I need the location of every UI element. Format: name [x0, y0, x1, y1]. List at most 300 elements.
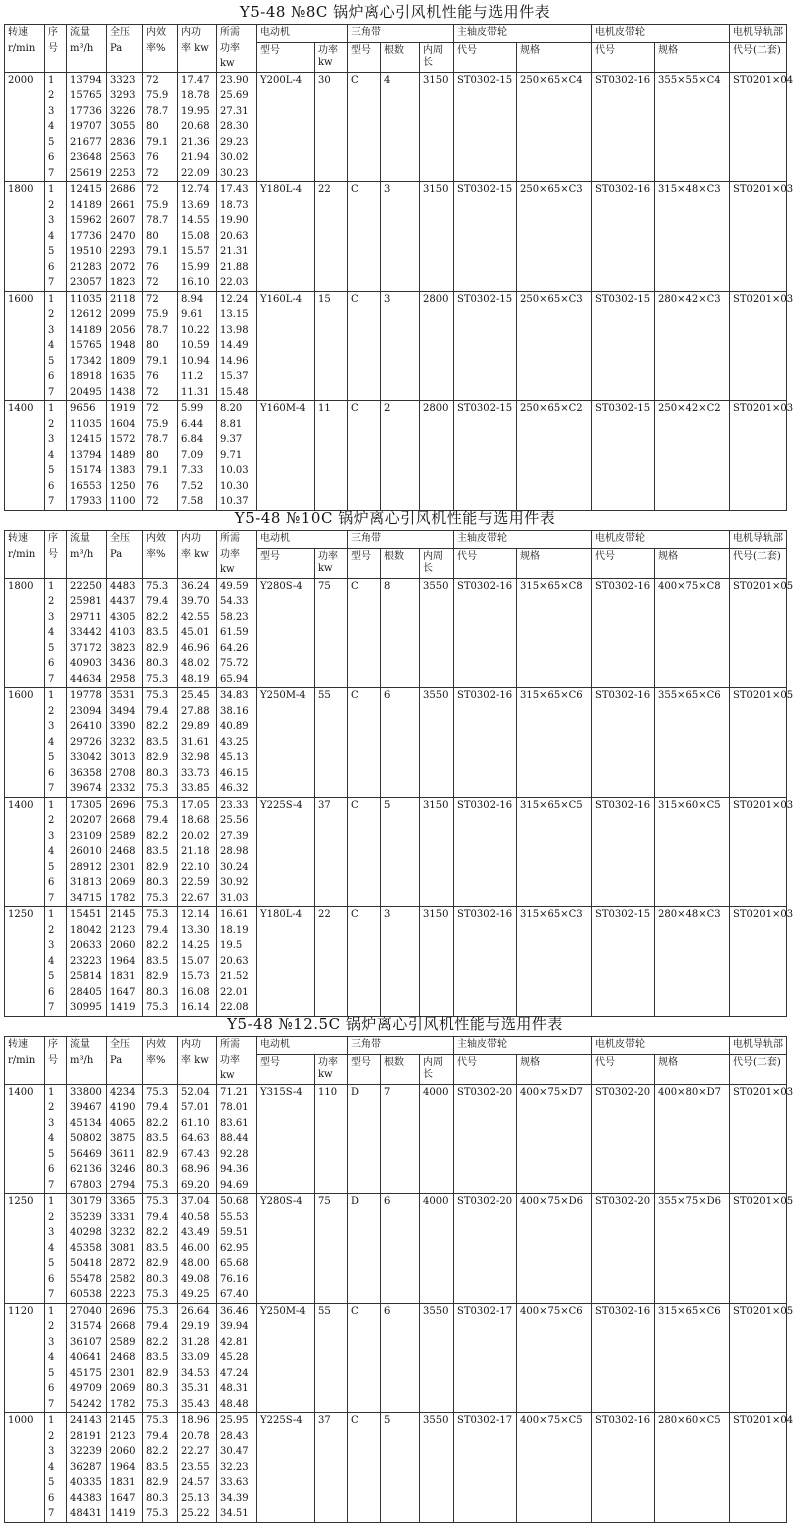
speed-value: 1120 [8, 1305, 34, 1317]
col-header-motor-power: 功率 kw [315, 1055, 348, 1084]
cell-efficiency [143, 1194, 178, 1304]
speed-group-row [5, 1413, 787, 1523]
cell-required-power [217, 907, 257, 1017]
cell-main-pulley-spec [517, 1413, 592, 1523]
cell-motor-pulley-spec [655, 578, 730, 688]
col-header-motor-power: 功率 kw [315, 43, 348, 72]
col-header-motor-pulley-code: 代号 [592, 1055, 655, 1084]
cell-vbelt-count [381, 182, 420, 292]
speed-group-row [5, 797, 787, 907]
seq-value: 1 2 3 4 5 6 7 [48, 74, 55, 179]
col-header-main-pulley-code: 代号 [454, 43, 517, 72]
cell-motor-power [315, 1303, 348, 1413]
cell-main-pulley-spec [517, 1194, 592, 1304]
motor-model-value: Y180L-4 [260, 184, 303, 195]
cell-seq [45, 182, 67, 292]
cell-required-power [217, 1194, 257, 1304]
col-header-main-pulley: 主轴皮带轮 [454, 1037, 592, 1055]
speed-value: 2000 [8, 74, 34, 86]
pressure-value: 2686 2661 2607 2470 2293 2072 1823 [110, 184, 136, 288]
flow-value: 19778 23094 26410 29726 33042 36358 39674 [70, 690, 102, 794]
col-header-vbelt-model: 型号 [348, 549, 381, 578]
vbelt-length-value: 3150 [423, 74, 449, 86]
cell-main-pulley-spec [517, 688, 592, 798]
motor-power-value: 11 [318, 403, 331, 414]
col-header-main-pulley-spec: 规格 [517, 43, 592, 72]
efficiency-value: 75.3 79.4 82.2 83.5 82.9 80.3 75.3 [146, 1415, 169, 1519]
pressure-value: 3531 3494 3390 3232 3013 2708 2332 [110, 690, 136, 794]
speed-group-row [5, 291, 787, 401]
cell-main-pulley-code [454, 1303, 517, 1413]
inner-power-value: 8.94 9.61 10.22 10.59 10.94 11.2 11.31 [181, 293, 210, 398]
cell-motor-model [257, 291, 315, 401]
cell-vbelt-model [348, 72, 381, 182]
motor-power-value: 37 [318, 1415, 331, 1426]
col-header-rail-code: 代号(二套) [730, 549, 787, 578]
vbelt-model-value: C [351, 74, 359, 86]
cell-inner-power [178, 1194, 217, 1304]
speed-value: 1400 [8, 799, 34, 811]
motor-pulley-spec-value: 315×65×C6 [658, 1305, 721, 1317]
flow-value: 13794 15765 17736 19707 21677 23648 25619 [70, 74, 102, 179]
cell-vbelt-length [420, 1303, 454, 1413]
cell-motor-pulley-code [592, 401, 655, 511]
motor-pulley-spec-value: 315×60×C5 [658, 799, 721, 811]
cell-motor-model [257, 907, 315, 1017]
motor-power-value: 75 [318, 580, 331, 592]
cell-motor-power [315, 1413, 348, 1523]
main-pulley-spec-value: 400×75×D7 [520, 1086, 583, 1098]
required-power-value: 34.83 38.16 40.89 43.25 45.13 46.15 46.32 [220, 690, 249, 794]
pressure-value: 2696 2668 2589 2468 2301 2069 1782 [110, 799, 136, 904]
motor-pulley-code-value: ST0302-16 [595, 580, 651, 592]
cell-main-pulley-spec [517, 182, 592, 292]
motor-model-value: Y200L-4 [260, 74, 303, 86]
rail-code-value: ST0201×03 [733, 403, 793, 414]
cell-vbelt-length [420, 797, 454, 907]
cell-motor-power [315, 72, 348, 182]
vbelt-length-value: 3550 [423, 690, 449, 701]
cell-main-pulley-spec [517, 291, 592, 401]
cell-pressure [107, 182, 143, 292]
motor-power-value: 22 [318, 184, 331, 195]
vbelt-count-value: 5 [384, 799, 391, 811]
cell-flow [67, 1413, 107, 1523]
cell-flow [67, 401, 107, 511]
main-pulley-code-value: ST0302-20 [457, 1086, 513, 1098]
motor-pulley-code-value: ST0302-20 [595, 1086, 651, 1098]
col-header-vbelt-length: 内周 长 [420, 549, 454, 578]
cell-required-power [217, 797, 257, 907]
vbelt-length-value: 4000 [423, 1196, 449, 1207]
col-header-vbelt: 三角带 [348, 25, 454, 43]
required-power-value: 12.24 13.15 13.98 14.49 14.96 15.37 15.48 [220, 293, 249, 398]
vbelt-count-value: 4 [384, 74, 391, 86]
col-header-inner-power: 内功 率 kw [178, 1037, 217, 1085]
cell-inner-power [178, 182, 217, 292]
cell-vbelt-model [348, 688, 381, 798]
cell-efficiency [143, 578, 178, 688]
table-title: Y5-48 №10C 锅炉离心引风机性能与选用件表 [234, 509, 556, 527]
cell-main-pulley-code [454, 72, 517, 182]
cell-rail-code [730, 182, 793, 292]
required-power-value: 71.21 78.01 83.61 88.44 92.28 94.36 94.69 [220, 1086, 249, 1191]
col-header-efficiency: 内效 率% [143, 1037, 178, 1085]
col-header-pressure: 全压 Pa [107, 25, 143, 73]
pressure-value: 2118 2099 2056 1948 1809 1635 1438 [110, 293, 136, 398]
motor-pulley-code-value: ST0302-16 [595, 184, 651, 195]
speed-value: 1250 [8, 909, 34, 920]
col-header-motor-pulley-code: 代号 [592, 43, 655, 72]
col-header-motor-power: 功率 kw [315, 549, 348, 578]
speed-group-row [5, 182, 787, 292]
vbelt-count-value: 8 [384, 580, 391, 592]
cell-main-pulley-spec [517, 72, 592, 182]
cell-rail-code [730, 401, 793, 511]
cell-motor-pulley-spec [655, 1303, 730, 1413]
cell-motor-model [257, 401, 315, 511]
main-pulley-code-value: ST0302-15 [457, 74, 513, 86]
cell-vbelt-length [420, 291, 454, 401]
cell-rail-code [730, 907, 793, 1017]
cell-inner-power [178, 578, 217, 688]
motor-pulley-code-value: ST0302-16 [595, 690, 651, 701]
cell-motor-power [315, 401, 348, 511]
cell-rail-code [730, 1413, 793, 1523]
motor-model-value: Y160L-4 [260, 293, 303, 305]
main-pulley-spec-value: 250×65×C3 [520, 184, 583, 195]
vbelt-length-value: 4000 [423, 1086, 449, 1098]
cell-vbelt-length [420, 578, 454, 688]
speed-group-row [5, 72, 787, 182]
header-row-1 [5, 531, 787, 549]
main-pulley-code-value: ST0302-17 [457, 1305, 513, 1317]
table-body [5, 1037, 793, 1523]
col-header-rail: 电机导轨部 [730, 531, 787, 549]
speed-value: 1600 [8, 690, 34, 701]
required-power-value: 50.68 55.53 59.51 62.95 65.68 76.16 67.40 [220, 1196, 249, 1300]
cell-required-power [217, 72, 257, 182]
cell-motor-model [257, 578, 315, 688]
required-power-value: 25.95 28.43 30.47 32.23 33.63 34.39 34.51 [220, 1415, 249, 1519]
motor-power-value: 22 [318, 909, 331, 920]
cell-vbelt-count [381, 1413, 420, 1523]
vbelt-count-value: 3 [384, 909, 391, 920]
vbelt-length-value: 3550 [423, 1415, 449, 1426]
col-header-speed: 转速 r/min [5, 531, 45, 579]
rail-code-value: ST0201×03 [733, 293, 793, 305]
motor-pulley-spec-value: 400×80×D7 [658, 1086, 721, 1098]
cell-pressure [107, 401, 143, 511]
cell-motor-model [257, 1194, 315, 1304]
cell-vbelt-model [348, 578, 381, 688]
motor-model-value: Y280S-4 [260, 1196, 303, 1207]
cell-motor-model [257, 1303, 315, 1413]
col-header-main-pulley: 主轴皮带轮 [454, 531, 592, 549]
cell-seq [45, 1084, 67, 1194]
cell-efficiency [143, 1413, 178, 1523]
inner-power-value: 52.04 57.01 61.10 64.63 67.43 68.96 69.20 [181, 1086, 210, 1191]
inner-power-value: 17.05 18.68 20.02 21.18 22.10 22.59 22.67 [181, 799, 210, 904]
efficiency-value: 75.3 79.4 82.2 83.5 82.9 80.3 75.3 [146, 909, 169, 1013]
cell-motor-pulley-code [592, 1084, 655, 1194]
main-pulley-spec-value: 400×75×C6 [520, 1305, 583, 1317]
cell-main-pulley-spec [517, 1084, 592, 1194]
vbelt-count-value: 5 [384, 1415, 391, 1426]
vbelt-count-value: 6 [384, 690, 391, 701]
motor-pulley-code-value: ST0302-15 [595, 293, 651, 305]
cell-speed [5, 578, 45, 688]
cell-rail-code [730, 1194, 793, 1304]
speed-value: 1600 [8, 293, 34, 305]
main-pulley-spec-value: 400×75×D6 [520, 1196, 583, 1207]
main-pulley-spec-value: 315×65×C8 [520, 580, 583, 592]
cell-speed [5, 72, 45, 182]
cell-main-pulley-spec [517, 578, 592, 688]
main-pulley-code-value: ST0302-16 [457, 799, 513, 811]
col-header-flow: 流量 m³/h [67, 25, 107, 73]
cell-seq [45, 401, 67, 511]
cell-motor-model [257, 797, 315, 907]
speed-value: 1800 [8, 580, 34, 592]
efficiency-value: 75.3 79.4 82.2 83.5 82.9 80.3 75.3 [146, 580, 169, 685]
cell-main-pulley-code [454, 291, 517, 401]
col-header-motor-pulley-spec: 规格 [655, 549, 730, 578]
motor-model-value: Y250M-4 [260, 690, 306, 701]
required-power-value: 8.20 8.81 9.37 9.71 10.03 10.30 10.37 [220, 403, 249, 507]
vbelt-length-value: 2800 [423, 293, 449, 305]
seq-value: 1 2 3 4 5 6 7 [48, 293, 55, 398]
inner-power-value: 5.99 6.44 6.84 7.09 7.33 7.52 7.58 [181, 403, 204, 507]
cell-rail-code [730, 1303, 793, 1413]
inner-power-value: 17.47 18.78 19.95 20.68 21.36 21.94 22.09 [181, 74, 210, 179]
col-header-flow: 流量 m³/h [67, 1037, 107, 1085]
col-header-efficiency: 内效 率% [143, 25, 178, 73]
cell-pressure [107, 688, 143, 798]
motor-power-value: 75 [318, 1196, 331, 1207]
main-pulley-spec-value: 315×65×C3 [520, 909, 583, 920]
cell-inner-power [178, 72, 217, 182]
cell-rail-code [730, 797, 793, 907]
col-header-motor: 电动机 [257, 25, 348, 43]
cell-efficiency [143, 688, 178, 798]
cell-inner-power [178, 688, 217, 798]
rail-code-value: ST0201×03 [733, 799, 793, 811]
cell-vbelt-length [420, 1194, 454, 1304]
col-header-motor: 电动机 [257, 531, 348, 549]
flow-value: 12415 14189 15962 17736 19510 21283 23057 [70, 184, 102, 288]
inner-power-value: 12.14 13.30 14.25 15.07 15.73 16.08 16.14 [181, 909, 210, 1013]
cell-main-pulley-spec [517, 797, 592, 907]
cell-flow [67, 1303, 107, 1413]
cell-motor-power [315, 578, 348, 688]
motor-pulley-code-value: ST0302-15 [595, 403, 651, 414]
cell-motor-pulley-code [592, 72, 655, 182]
col-header-main-pulley: 主轴皮带轮 [454, 25, 592, 43]
cell-speed [5, 401, 45, 511]
efficiency-value: 75.3 79.4 82.2 83.5 82.9 80.3 75.3 [146, 1086, 169, 1191]
col-header-motor: 电动机 [257, 1037, 348, 1055]
cell-motor-model [257, 688, 315, 798]
col-header-pressure: 全压 Pa [107, 531, 143, 579]
required-power-value: 23.90 25.69 27.31 28.30 29.23 30.02 30.23 [220, 74, 249, 179]
vbelt-model-value: C [351, 293, 359, 305]
seq-value: 1 2 3 4 5 6 7 [48, 1415, 55, 1519]
cell-inner-power [178, 907, 217, 1017]
col-header-inner-power: 内功 率 kw [178, 25, 217, 73]
motor-pulley-spec-value: 355×55×C4 [658, 74, 721, 86]
motor-power-value: 110 [318, 1086, 338, 1098]
cell-speed [5, 1413, 45, 1523]
cell-motor-power [315, 182, 348, 292]
col-header-vbelt-count: 根数 [381, 43, 420, 72]
flow-value: 30179 35239 40298 45358 50418 55478 60538 [70, 1196, 102, 1300]
motor-pulley-code-value: ST0302-20 [595, 1196, 651, 1207]
pressure-value: 4483 4437 4305 4103 3823 3436 2958 [110, 580, 136, 685]
col-header-main-pulley-spec: 规格 [517, 549, 592, 578]
cell-motor-model [257, 182, 315, 292]
seq-value: 1 2 3 4 5 6 7 [48, 184, 55, 288]
spec-table [4, 530, 793, 1017]
cell-required-power [217, 291, 257, 401]
seq-value: 1 2 3 4 5 6 7 [48, 1305, 55, 1410]
col-header-main-pulley-code: 代号 [454, 549, 517, 578]
motor-pulley-spec-value: 280×42×C3 [658, 293, 721, 305]
cell-required-power [217, 1413, 257, 1523]
vbelt-model-value: C [351, 580, 359, 592]
efficiency-value: 72 75.9 78.7 80 79.1 76 72 [146, 403, 169, 507]
cell-required-power [217, 1303, 257, 1413]
efficiency-value: 72 75.9 78.7 80 79.1 76 72 [146, 184, 169, 288]
spec-table [4, 24, 793, 511]
cell-pressure [107, 907, 143, 1017]
cell-inner-power [178, 1084, 217, 1194]
table-body [5, 531, 793, 1017]
cell-efficiency [143, 907, 178, 1017]
flow-value: 33800 39467 45134 50802 56469 62136 67803 [70, 1086, 102, 1191]
cell-vbelt-model [348, 1194, 381, 1304]
cell-motor-pulley-code [592, 578, 655, 688]
col-header-seq: 序 号 [45, 1037, 67, 1085]
col-header-vbelt-model: 型号 [348, 1055, 381, 1084]
flow-value: 24143 28191 32239 36287 40335 44383 48431 [70, 1415, 102, 1519]
motor-pulley-spec-value: 355×65×C6 [658, 690, 721, 701]
rail-code-value: ST0201×05 [733, 1305, 793, 1317]
cell-motor-power [315, 1084, 348, 1194]
motor-model-value: Y280S-4 [260, 580, 303, 592]
col-header-motor-pulley-spec: 规格 [655, 43, 730, 72]
cell-vbelt-count [381, 401, 420, 511]
motor-pulley-spec-value: 250×42×C2 [658, 403, 721, 414]
cell-pressure [107, 1303, 143, 1413]
col-header-speed: 转速 r/min [5, 1037, 45, 1085]
speed-group-row [5, 578, 787, 688]
speed-value: 1000 [8, 1415, 34, 1426]
cell-flow [67, 1194, 107, 1304]
cell-flow [67, 578, 107, 688]
inner-power-value: 26.64 29.19 31.28 33.09 34.53 35.31 35.43 [181, 1305, 210, 1410]
main-pulley-spec-value: 315×65×C5 [520, 799, 583, 811]
cell-vbelt-count [381, 1194, 420, 1304]
inner-power-value: 36.24 39.70 42.55 45.01 46.96 48.02 48.19 [181, 580, 210, 685]
main-pulley-spec-value: 250×65×C3 [520, 293, 583, 305]
vbelt-model-value: D [351, 1086, 360, 1098]
cell-inner-power [178, 1303, 217, 1413]
cell-vbelt-length [420, 907, 454, 1017]
vbelt-length-value: 3150 [423, 184, 449, 195]
flow-value: 27040 31574 36107 40641 45175 49709 54242 [70, 1305, 102, 1410]
pressure-value: 1919 1604 1572 1489 1383 1250 1100 [110, 403, 136, 507]
required-power-value: 49.59 54.33 58.23 61.59 64.26 75.72 65.94 [220, 580, 249, 685]
motor-model-value: Y160M-4 [260, 403, 306, 414]
cell-vbelt-count [381, 1084, 420, 1194]
fan-spec-section-1 [4, 0, 793, 511]
speed-value: 1800 [8, 184, 34, 195]
main-pulley-code-value: ST0302-16 [457, 690, 513, 701]
cell-flow [67, 907, 107, 1017]
motor-pulley-spec-value: 355×75×D6 [658, 1196, 721, 1207]
col-header-motor-model: 型号 [257, 549, 315, 578]
col-header-motor-pulley: 电机皮带轮 [592, 1037, 730, 1055]
vbelt-count-value: 2 [384, 403, 391, 414]
cell-speed [5, 688, 45, 798]
cell-flow [67, 291, 107, 401]
cell-motor-pulley-spec [655, 1194, 730, 1304]
motor-power-value: 55 [318, 1305, 331, 1317]
cell-vbelt-model [348, 182, 381, 292]
seq-value: 1 2 3 4 5 6 7 [48, 909, 55, 1013]
inner-power-value: 18.96 20.78 22.27 23.55 24.57 25.13 25.22 [181, 1415, 210, 1519]
vbelt-count-value: 3 [384, 293, 391, 305]
cell-vbelt-count [381, 291, 420, 401]
col-header-vbelt-count: 根数 [381, 1055, 420, 1084]
efficiency-value: 72 75.9 78.7 80 79.1 76 72 [146, 293, 169, 398]
col-header-vbelt-length: 内周 长 [420, 1055, 454, 1084]
cell-pressure [107, 1194, 143, 1304]
cell-motor-pulley-spec [655, 72, 730, 182]
col-header-required-power: 所需 功率 kw [217, 531, 257, 579]
efficiency-value: 75.3 79.4 82.2 83.5 82.9 80.3 75.3 [146, 690, 169, 794]
col-header-rail-code: 代号(二套) [730, 1055, 787, 1084]
efficiency-value: 72 75.9 78.7 80 79.1 76 72 [146, 74, 169, 179]
table-body [5, 25, 793, 511]
cell-motor-pulley-spec [655, 401, 730, 511]
vbelt-length-value: 3550 [423, 1305, 449, 1317]
cell-vbelt-model [348, 1303, 381, 1413]
pressure-value: 2145 2123 2060 1964 1831 1647 1419 [110, 909, 136, 1013]
cell-vbelt-count [381, 907, 420, 1017]
cell-seq [45, 72, 67, 182]
main-pulley-code-value: ST0302-20 [457, 1196, 513, 1207]
cell-vbelt-model [348, 1084, 381, 1194]
cell-efficiency [143, 72, 178, 182]
vbelt-count-value: 6 [384, 1196, 391, 1207]
flow-value: 9656 11035 12415 13794 15174 16553 17933 [70, 403, 102, 507]
header-row-1 [5, 25, 787, 43]
cell-main-pulley-code [454, 688, 517, 798]
cell-motor-power [315, 907, 348, 1017]
cell-motor-pulley-code [592, 182, 655, 292]
required-power-value: 16.61 18.19 19.5 20.63 21.52 22.01 22.08 [220, 909, 249, 1013]
table-title: Y5-48 №8C 锅炉离心引风机性能与选用件表 [239, 3, 551, 21]
cell-motor-power [315, 291, 348, 401]
cell-pressure [107, 797, 143, 907]
cell-motor-pulley-code [592, 907, 655, 1017]
cell-motor-model [257, 1413, 315, 1523]
cell-motor-pulley-spec [655, 1084, 730, 1194]
cell-inner-power [178, 401, 217, 511]
speed-value: 1400 [8, 403, 34, 414]
